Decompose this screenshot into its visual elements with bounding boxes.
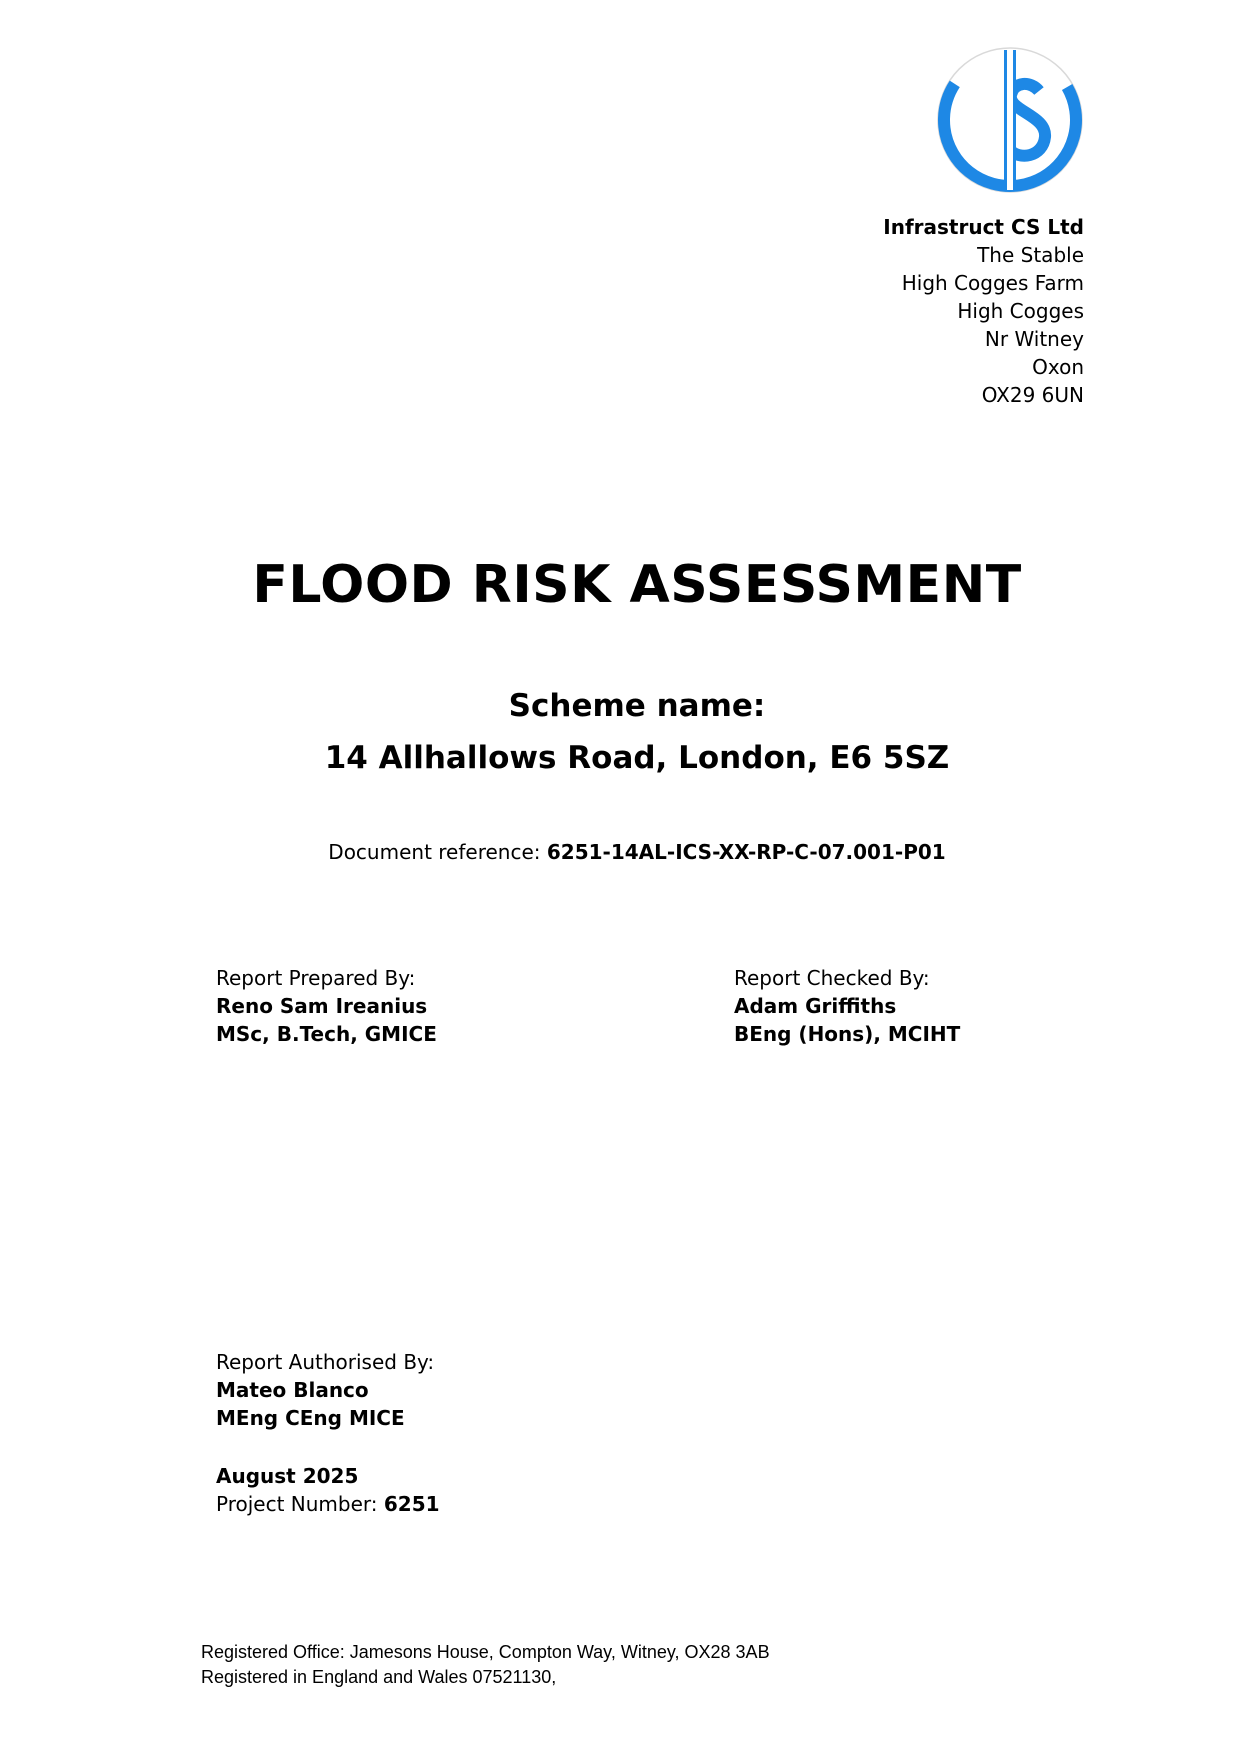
date-project-block [216,1462,440,1518]
document-title: FLOOD RISK ASSESSMENT [252,555,1022,615]
checked-by-qualifications: BEng (Hons), MCIHT [734,1022,961,1046]
prepared-by-qualifications: MSc, B.Tech, GMICE [216,1022,437,1046]
registered-office-footer [201,1640,770,1690]
project-number [216,1490,440,1518]
project-number-value: 6251 [383,1492,440,1516]
checked-by-label: Report Checked By: [734,966,930,990]
document-reference-value: 6251-14AL-ICS-XX-RP-C-07.001-P01 [546,840,946,864]
company-name: Infrastruct CS Ltd [883,215,1084,239]
document-reference-label: Document reference: [328,840,547,864]
address-line: OX29 6UN [981,383,1084,407]
report-date: August 2025 [216,1464,359,1488]
prepared-by-block [216,964,437,1048]
address-line: Nr Witney [984,327,1084,351]
prepared-by-name: Reno Sam Ireanius [216,994,428,1018]
checked-by-name: Adam Griffiths [734,994,897,1018]
footer-line: Registered in England and Wales 07521130, [201,1667,557,1687]
address-line: Oxon [1032,355,1084,379]
prepared-by-label: Report Prepared By: [216,966,416,990]
scheme-name-label: Scheme name: [508,688,766,724]
address-line: The Stable [977,243,1084,267]
cs-logo-icon [935,45,1085,195]
document-reference [0,840,1241,864]
authorised-by-qualifications: MEng CEng MICE [216,1406,405,1430]
authorised-by-label: Report Authorised By: [216,1350,435,1374]
authorised-by-block [216,1348,434,1432]
address-line: High Cogges [957,299,1084,323]
company-address [883,213,1084,409]
checked-by-block [734,964,960,1048]
address-line: High Cogges Farm [901,271,1084,295]
project-number-label: Project Number: [216,1492,384,1516]
scheme-name-value: 14 Allhallows Road, London, E6 5SZ [324,740,950,776]
footer-line: Registered Office: Jamesons House, Compton Way, Witney, OX28 3AB [201,1642,770,1662]
authorised-by-name: Mateo Blanco [216,1378,369,1402]
